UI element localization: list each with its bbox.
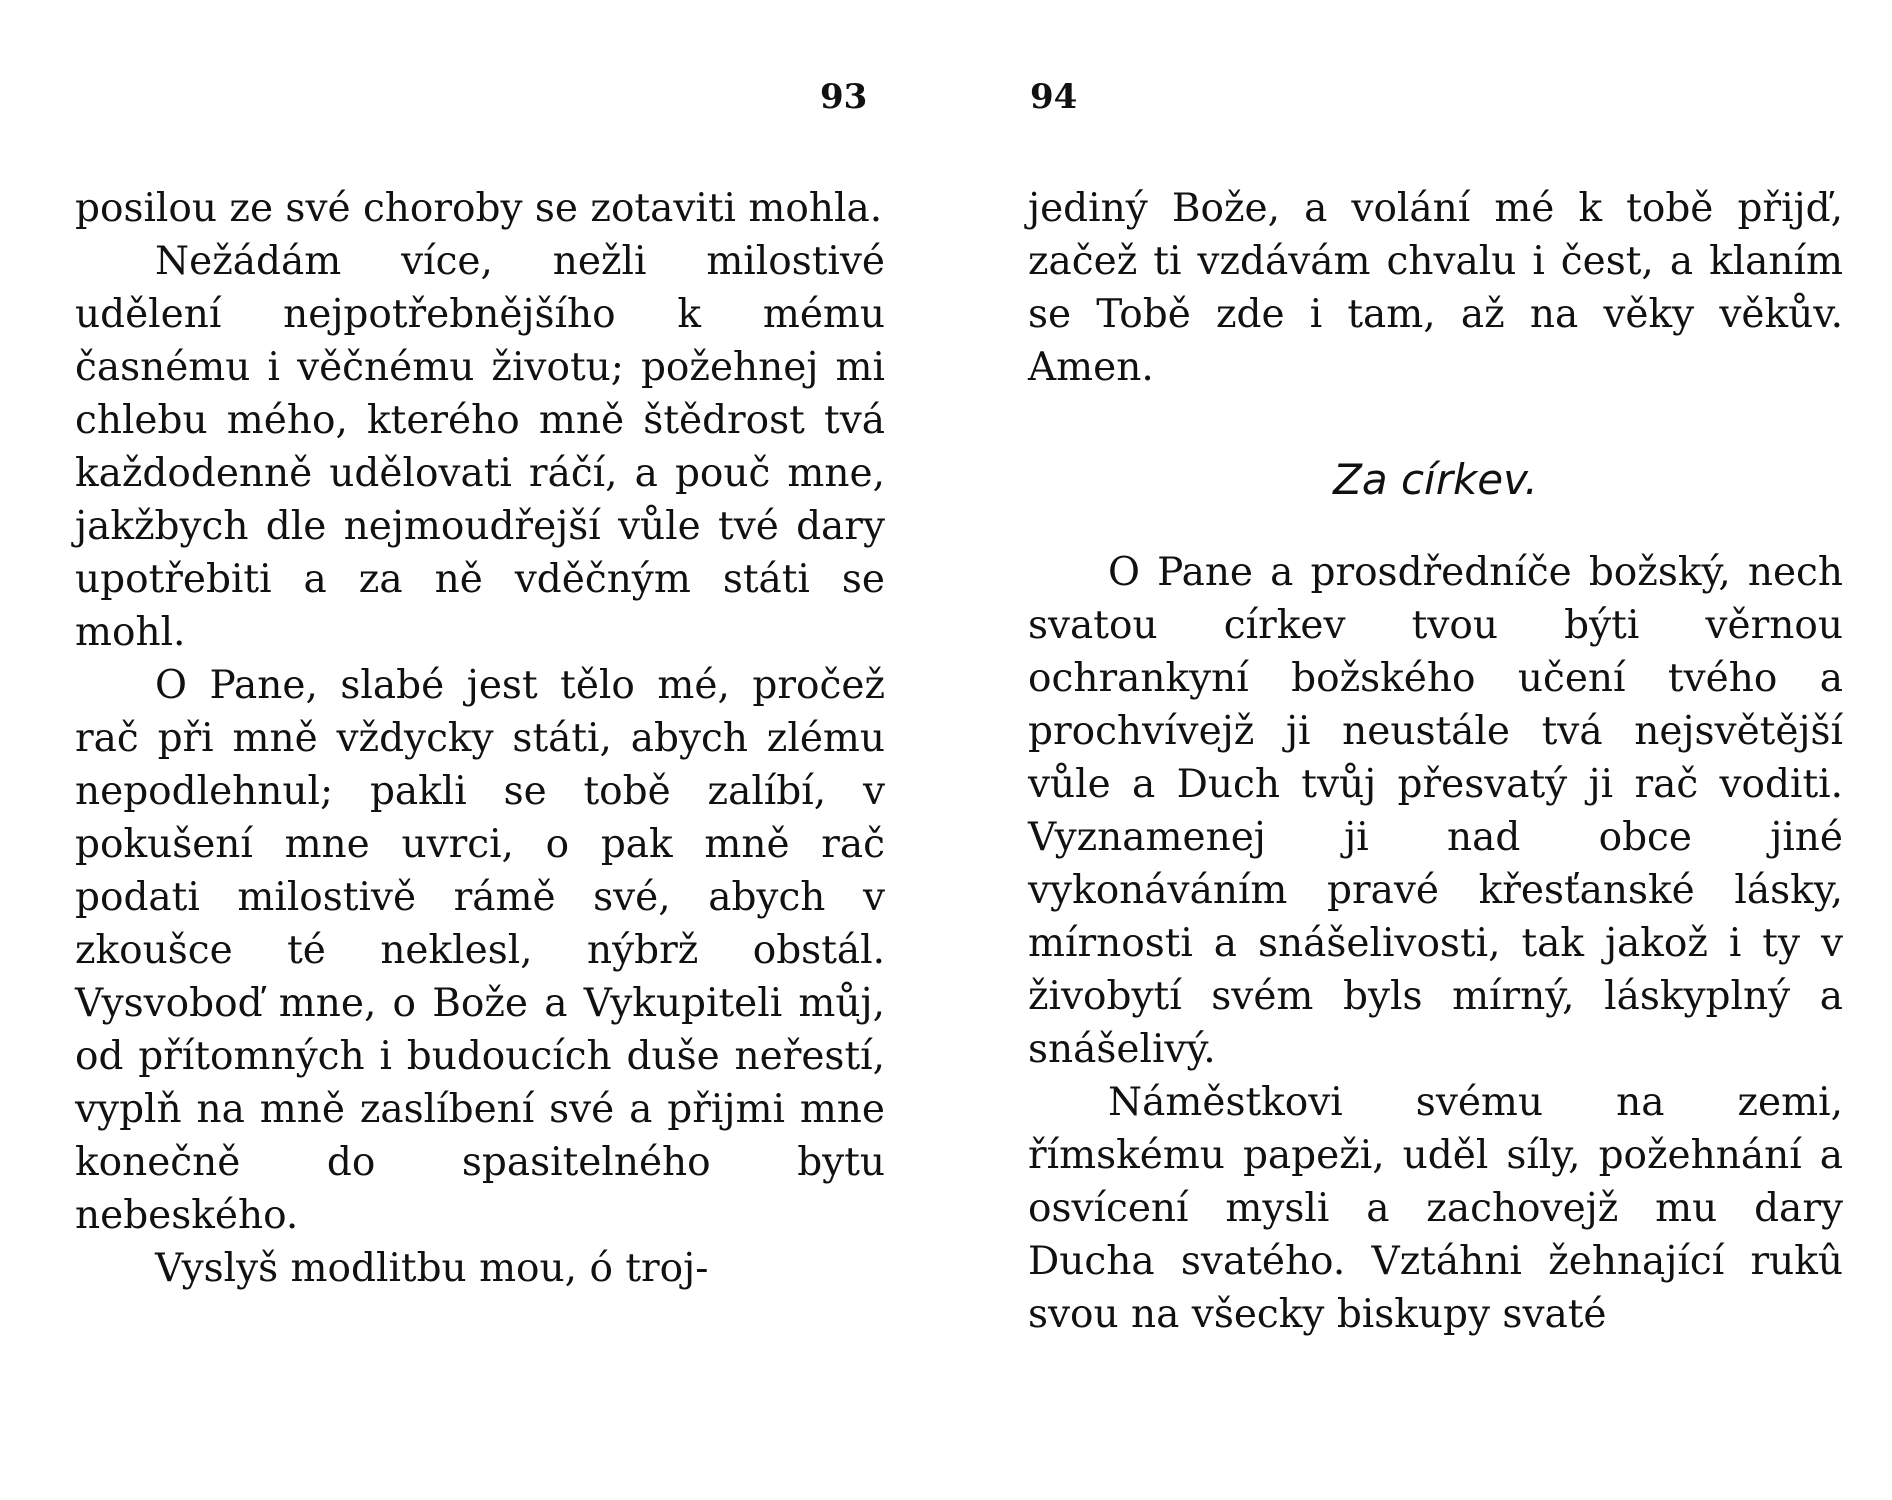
left-paragraph-2: Nežádám více, nežli milostivé udělení nejpotřebnějšího k mému časnému i věčnému životu; požehnej mi chlebu mého, kterého mně štědrost tvá každodenně udělovati ráčí, a pouč mne, jakžbych dle nejmoudřejší vůle tvé dary upotřebiti a za ně vděčným státi se mohl. <box>75 239 885 655</box>
section-heading: Za církev. <box>1333 455 1538 504</box>
right-page-text <box>1028 182 1843 1341</box>
left-paragraph-1: posilou ze své choroby se zotaviti mohla. <box>75 186 883 231</box>
left-paragraph-4: Vyslyš modlitbu mou, ó troj- <box>155 1246 709 1291</box>
right-opening-paragraph: jediný Bože, a volání mé k tobě přijď, začež ti vzdávám chvalu i čest, a klaním se Tobě zde i tam, až na věky věkův. Amen. <box>1028 186 1843 390</box>
right-page-number: 94 <box>1030 77 1078 117</box>
left-page-number: 93 <box>820 77 868 117</box>
left-paragraph-3: O Pane, slabé jest tělo mé, pročež rač při mně vždycky státi, abych zlému nepodlehnul; pakli se tobě zalíbí, v pokušení mne uvrci, o pak mně rač podati milostivě rámě své, abych v zkoušce té neklesl, nýbrž obstál. Vysvoboď mne, o Bože a Vykupiteli můj, od přítomných i budoucích duše neřestí, vyplň na mně zaslíbení své a přijmi mne konečně do spasitelného bytu nebeského. <box>75 663 885 1238</box>
left-page-text <box>75 182 885 1295</box>
right-paragraph-2: Náměstkovi svému na zemi, římskému papeži, uděl síly, požehnání a osvícení mysli a zachovejž mu dary Ducha svatého. Vztáhni žehnající rukû svou na všecky biskupy svaté <box>1028 1080 1843 1337</box>
right-paragraph-1: O Pane a prosdředníče božský, nech svatou církev tvou býti věrnou ochrankyní božského učení tvého a prochvívejž ji neustále tvá nejsvětější vůle a Duch tvůj přesvatý ji rač voditi. Vyznamenej ji nad obce jiné vykonáváním pravé křesťanské lásky, mírnosti a snášelivosti, tak jakož i ty v živobytí svém byls mírný, láskyplný a snášelivý. <box>1028 550 1843 1072</box>
